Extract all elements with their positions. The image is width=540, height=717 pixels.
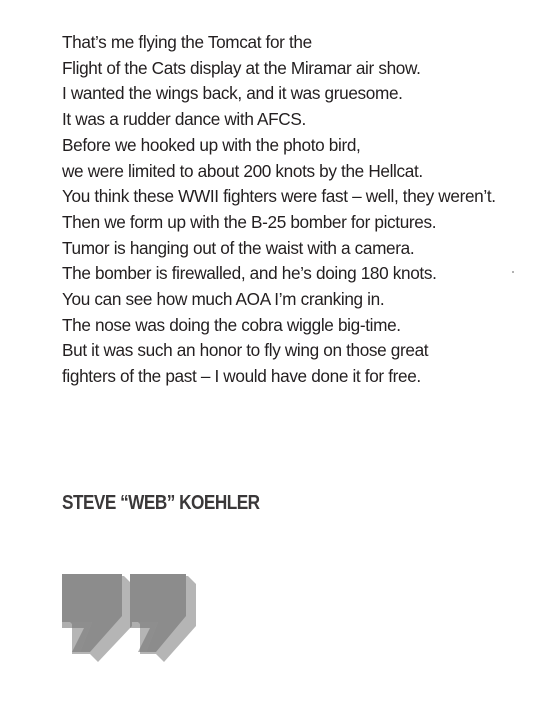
quote-line: You think these WWII fighters were fast – well, they weren’t. xyxy=(62,186,496,207)
quote-line: we were limited to about 200 knots by the Hellcat. xyxy=(62,160,423,181)
quote-line: You can see how much AOA I’m cranking in. xyxy=(62,289,385,310)
quote-line: Flight of the Cats display at the Miramar air show. xyxy=(62,57,421,78)
quote-line: The nose was doing the cobra wiggle big-time. xyxy=(62,314,401,335)
quote-line: Tumor is hanging out of the waist with a camera. xyxy=(62,237,415,258)
quote-line: That’s me flying the Tomcat for the xyxy=(62,32,312,52)
quote-line: Before we hooked up with the photo bird, xyxy=(62,134,361,155)
quote-line: I wanted the wings back, and it was gruesome. xyxy=(62,83,403,104)
quote-line: It was a rudder dance with AFCS. xyxy=(62,109,306,130)
author-name: STEVE “WEB” KOEHLER xyxy=(62,492,260,514)
quote-line: Then we form up with the B-25 bomber for pictures. xyxy=(62,211,437,232)
closing-quote-mark-icon xyxy=(58,568,198,668)
quote-body xyxy=(62,30,532,390)
quote-line: The bomber is firewalled, and he’s doing 180 knots. xyxy=(62,263,437,284)
quote-line: But it was such an honor to fly wing on those great xyxy=(62,340,429,361)
quote-line: fighters of the past – I would have done it for free. xyxy=(62,366,421,387)
stray-mark xyxy=(512,271,514,273)
